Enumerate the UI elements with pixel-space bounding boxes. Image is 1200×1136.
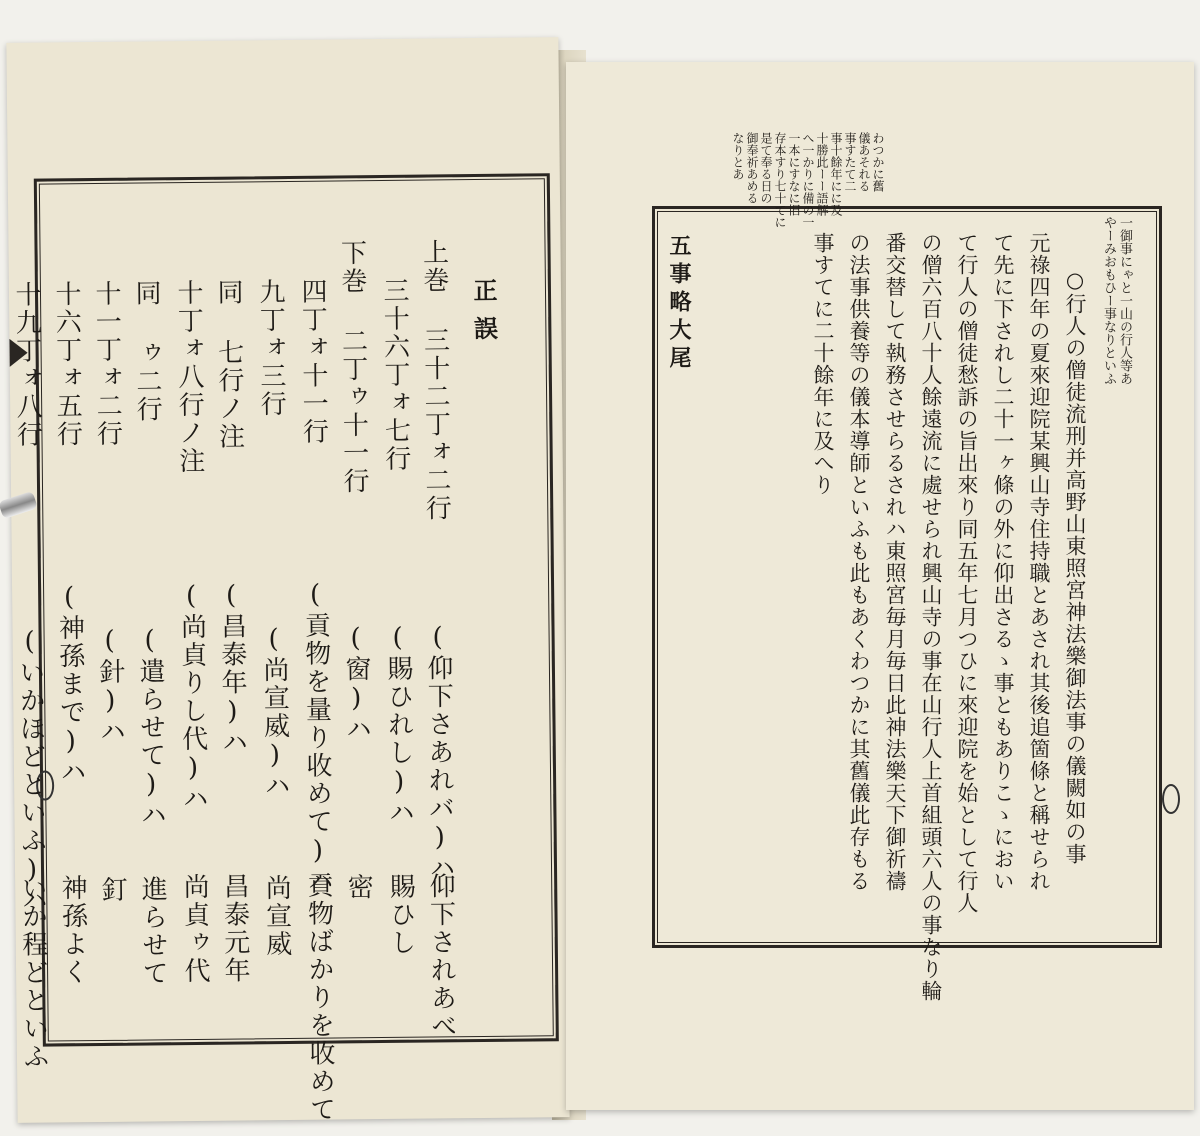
body-line: 番交替して執務させらるされハ東照宮毎月毎日此神法樂天下御祈禱 [883, 232, 907, 892]
errata-wrong: (いかほどといふ)ハ [14, 626, 48, 915]
left-page [6, 37, 569, 1123]
errata-location: 九丁ォ三行 [254, 278, 287, 419]
annotation-line: やーみおもひー事なりといふ [1101, 216, 1116, 385]
body-line: 元祿四年の夏來迎院某興山寺住持職とあされ其後追箇條と稱せられ [1027, 232, 1051, 892]
errata-location: 同 七行ノ注 [212, 278, 245, 451]
body-line: の法事供養等の儀本導師といふも此もあくわつかに其舊儀此存もる [847, 232, 871, 892]
note-line: へ一かりに備の一 [801, 132, 815, 228]
errata-location: 三十六丁ォ七行 [378, 276, 411, 474]
errata-right: 密 [343, 873, 374, 902]
errata-wrong: (針)ハ [94, 625, 126, 747]
annotation-line: 一御事にゃと一山の行人等あ [1117, 216, 1132, 385]
note-line: 是て奉る日の [759, 132, 773, 204]
right-page [566, 62, 1194, 1110]
body-line: ○行人の僧徒流刑并高野山東照宮神法樂御法事の儀闕如の事 [1063, 268, 1087, 865]
note-line: 事すたて二 [843, 132, 857, 192]
top-margin-note [704, 132, 885, 228]
errata-right: 進らせて [137, 875, 169, 988]
errata-location: 十丁ォ八行ノ注 [172, 278, 205, 476]
errata-location: 上巻 三十二丁ォ二行 [418, 238, 452, 523]
note-line: 十勝此ーー語解 [815, 132, 829, 216]
note-line: 事十餘年にに及 [829, 132, 843, 216]
note-line: 御奉祈あめる [745, 132, 759, 204]
errata-wrong: (貢物を量り收めて)ハ [299, 579, 334, 896]
errata-title: 正誤 [468, 277, 499, 355]
errata-wrong: (尚宣威)ハ [258, 623, 291, 801]
errata-right: 神孫よく [57, 874, 89, 987]
body-line: 事すてに二十餘年に及へり [811, 232, 835, 496]
note-line: 一本にすなに旧 [787, 132, 801, 216]
errata-right: 仰下されあべ [425, 872, 457, 1041]
errata-wrong: (昌泰年)ハ [216, 580, 248, 757]
body-line: て先に下されし二十一ヶ條の外に仰出さるゝ事ともありこゝにおい [991, 232, 1015, 892]
errata-location: 十六丁ォ五行 [50, 280, 83, 449]
errata-right: 尚貞ゥ代 [179, 872, 211, 986]
errata-wrong: (窗)ハ [340, 623, 372, 744]
errata-right: 貢物ばかりを收めて [303, 871, 336, 1124]
errata-right: 昌泰元年 [219, 872, 251, 985]
errata-location: 下巻 二丁ゥ十一行 [336, 239, 370, 496]
errata-right: 釘 [97, 875, 128, 905]
errata-wrong: (仰下さあれバ)ハ [422, 622, 456, 883]
errata-location: 四丁ォ十一行 [296, 277, 329, 446]
errata-location: 同 ゥ二行 [130, 279, 163, 424]
errata-right: いか程どといふ [17, 874, 50, 1071]
errata-right: 賜ひし [385, 872, 416, 957]
errata-wrong: (尚貞りし代)ハ [176, 580, 209, 814]
errata-wrong: (遣らせて)ハ [134, 625, 167, 830]
body-line: て行人の僧徒愁訴の旨出來り同五年七月つひに來迎院を始として行人 [955, 232, 979, 914]
note-line: 儀あそれる [857, 132, 871, 192]
note-line: なりとあ [731, 132, 745, 180]
note-line: 存本すり七十てに [773, 132, 787, 228]
note-line: わつかに舊 [871, 132, 885, 192]
errata-right: 尚宣威 [261, 873, 292, 959]
errata-location: 十一丁ォ二行 [90, 279, 123, 449]
errata-wrong: (賜ひれし)ハ [382, 622, 415, 828]
errata-wrong: (神孫まで)ハ [54, 582, 87, 787]
ring-hole-mark [1162, 784, 1180, 814]
errata-location: 十九丁ォ八行 [10, 280, 43, 449]
body-line: の僧六百八十人餘遠流に處せられ興山寺の事在山行人上首組頭六人の事なり輪 [919, 232, 943, 1002]
colophon-title: 五事略大尾 [666, 234, 692, 374]
